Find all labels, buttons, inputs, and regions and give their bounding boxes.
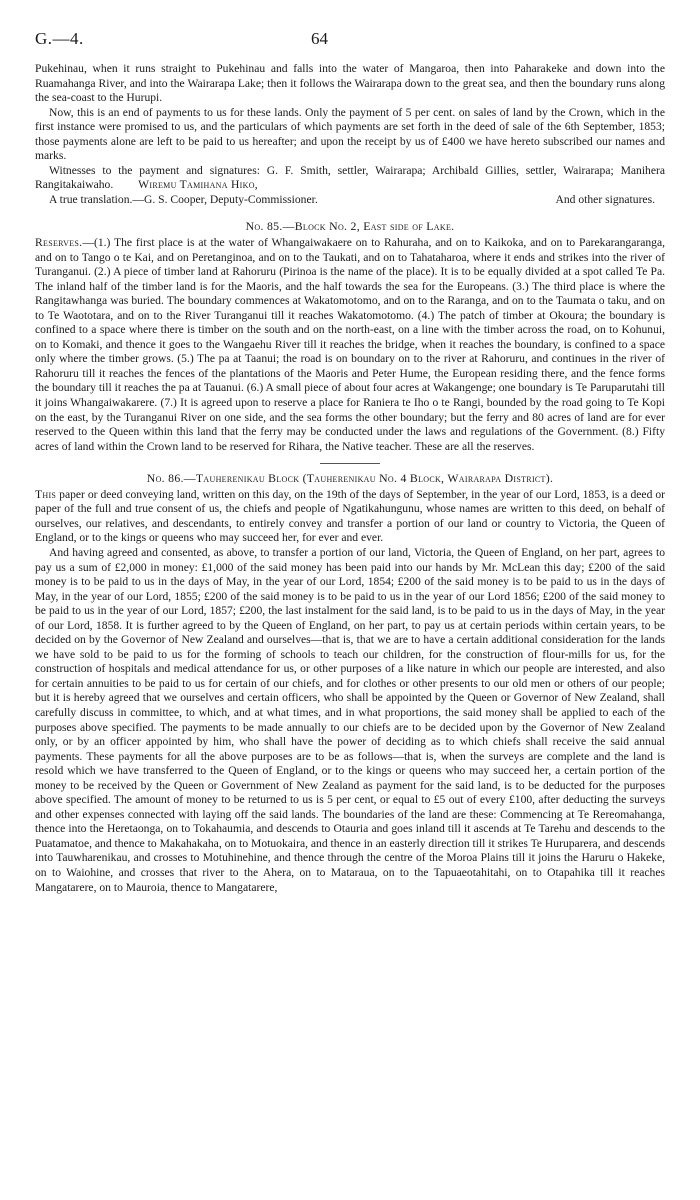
section-85	[35, 219, 665, 454]
page-header	[35, 29, 665, 56]
reserves-paragraph	[35, 236, 665, 454]
deed-opening-text: paper or deed conveying land, written on this day, on the 19th of the days of September, in the year of our Lord, 1853, is a deed or paper of the full and true consent of us, the chiefs and people of Ngatikahungunu, whose names are written to this deed, on behalf of ourselves, our relatives, and descendants, to entirely convey and transfer a portion of our land or country to Victoria, the Queen of England, or to the kings or queens who may succeed her, for ever and ever.	[35, 487, 665, 545]
deed-opening-paragraph	[35, 488, 665, 546]
page-number: 64	[311, 29, 328, 48]
witnesses-paragraph	[35, 164, 665, 193]
deed-terms-paragraph: And having agreed and consented, as above, to transfer a portion of our land, Victoria, the Queen of England, on her part, agrees to pay us a sum of £2,000 in money: £1,000 of the said money has been paid into our hands by Mr. McLean this day; £200 of the said money is to be paid to us in the days of May, in the year of our Lord, 1854; £200 of the said money is to be paid to us in the days of May, in the year of our Lord, 1855; £200 of the said money is to be paid to us in the year of our Lord 1856; £200 of the said money to be paid to us in the year of our Lord, 1857; £200, the last instalment for the said land, is to be paid to us in the days of May, in the year of our Lord, 1858. It is further agreed to by the Queen of England, on her part, to pay us at certain periods within certain years, to be decided on by the Governor of New Zealand and ourselves—that is, that we are to have a certain additional consideration for the lands we have sold to be paid to us for the forming of schools to teach our children, for the construction of flour-mills for us, for the construction of hospitals and medical attendance for us, or other purposes of a like nature in which our people are interested, and also for certain annuities to be paid to us for certain of our chiefs, and for clothes or other presents to our old men or others of our people; but it is hereby agreed that we ourselves and certain officers, who shall be appointed by the Queen or Governor of New Zealand, shall carefully discuss in committee, to which, and at what times, and in what proportions, the said money shall be applied to each of the purposes above specified. The payments to be made annually to our chiefs are to be decided upon by the Governor of New Zealand only, or by an officer appointed by him, who shall have the power of deciding as to which chiefs shall receive the said annual payments. These payments for all the above purposes are to be as follows—that is, when the surveys are complete and the land is resold which we have transferred to the Queen of England, or to the kings or queens who may succeed her, a certain portion of the money to be received by the Queen or Government of New Zealand as payment for the said land, is to be deducted for the purposes above specified. The amount of money to be returned to us is 5 per cent, or equal to £5 out of every £100, after deducting the surveys and other expenses connected with laying off the said lands. The boundaries of the land are these: Commencing at Te Rereomahanga, thence into the Heretaonga, on to Tokahaumia, and descends to Otauria and goes inland till it ascends at Te Tarehu and descends to the Puatamatoe, and thence to Makahakaha, on to Motuokaira, and thence in an easterly direction till it strikes Te Huruparera, and descends into Tauwharenikau, and crosses to Motuhinehine, and thence through the centre of the Moroa Plains till it joins the Haruru o Hakeke, on to Waiohine, and crosses that river to the Ahera, on to Mataraua, on to the Tapuaeotahitahi, on to Otapahika till it reaches Mangatarere, on to Mauroia, thence to Mangatarere,	[35, 545, 665, 894]
boundary-paragraph: Pukehinau, when it runs straight to Pukehinau and falls into the water of Mangaroa, then into Paharakeke and down into the Ruamahanga River, and into the Wairarapa Lake; then it follows the Wairarapa down to the great sea, and then the boundary runs along the sea-coast to the Hurupi.	[35, 62, 665, 105]
reserves-body: —(1.) The first place is at the water of Whangaiwakaere on to Rahuraha, and on to Kaikoka, and on to Parekarangaranga, and on to Tango o te Kai, and on Peretanginoa, and on to the Taukati, and on to Tahataharoa, where it ends and strikes into the river of Turanganui. (2.) A piece of timber land at Rahoruru (Pirinoa is the name of the place). It is to be equally divided at a spot called Te Pa. The inland half of the timber land is for the Maoris, and the half towards the sea for the Europeans. (3.) The third place is where the Rangitawhanga was buried. The boundary commences at Wakatomotomo, and on to the Raranga, and on to the Taumata o taku, and on to Te Waototara, and on to the River Turanganui till it reaches Wakatomotomo. (4.) The patch of timber at Okoura; the boundary is confined to a space where there is timber on the south and on the north-east, on a line with the timber across the road, on to Kohunui, on to Komaki, and thence it goes to the Wangaehu River till it reaches the bridge, when it reaches the boundary, is confined to a space only where the timber grows. (5.) The pa at Taanui; the road is on boundary on to the river at Rahoruru, and continues in the river of Rahoruru till it reaches the fences of the plantations of the Maoris and Peter Hume, the European residing there, and the fence forms the boundary till it reaches the pa at Tauanui. (6.) A small piece of about four acres at Wakangenge; one boundary is Te Paruparutahi till it joins Whangaiwakarere. (7.) It is agreed upon to reserve a place for Raniera te Iho o te Rangi, bounded by the road going to Te Kopi on the east, by the Turanganui River on one side, and the sea forms the other boundary; but the ferry and 80 acres of land are for ever reserved to the Queen within this land that the ferry may be conducted under the laws and regulations of the Government. (8.) Fifty acres of land within the Crown land to be reserved for Rihara, the Native teacher. These are all the reserves.	[35, 236, 665, 453]
deed-lead: This	[35, 487, 57, 501]
section-86	[35, 471, 665, 895]
section-85-heading: No. 85.—Block No. 2, East side of Lake.	[245, 219, 455, 234]
reserves-lead: Reserves.	[35, 236, 83, 250]
witnesses-text: Witnesses to the payment and signatures: G. F. Smith, settler, Wairarapa; Archibald Gillies, settler, Wairarapa; Manihera Rangitakaiwaho.	[35, 163, 665, 192]
section-86-heading: No. 86.—Tauherenikau Block (Tauherenikau No. 4 Block, Wairarapa District).	[146, 471, 554, 486]
section-divider	[320, 463, 380, 464]
document-page	[35, 29, 665, 895]
section-84-continuation	[35, 62, 665, 207]
payment-paragraph: Now, this is an end of payments to us for these lands. Only the payment of 5 per cent. on sales of land by the Crown, which in the first instance were promised to us, and the particulars of which payments are set forth in the deed of sale of the 6th September, 1853; those payments alone are left to be paid to us hereafter; and upon the receipt by us of £400 we have hereto subscribed our names and marks.	[35, 105, 665, 163]
translation-credit: A true translation.—G. S. Cooper, Deputy-Commissioner.	[49, 192, 318, 206]
document-code: G.—4.	[35, 29, 84, 48]
other-signatures: And other signatures.	[555, 192, 655, 206]
translation-row	[35, 193, 665, 208]
signature-name: Wiremu Tamihana Hiko,	[138, 178, 258, 192]
